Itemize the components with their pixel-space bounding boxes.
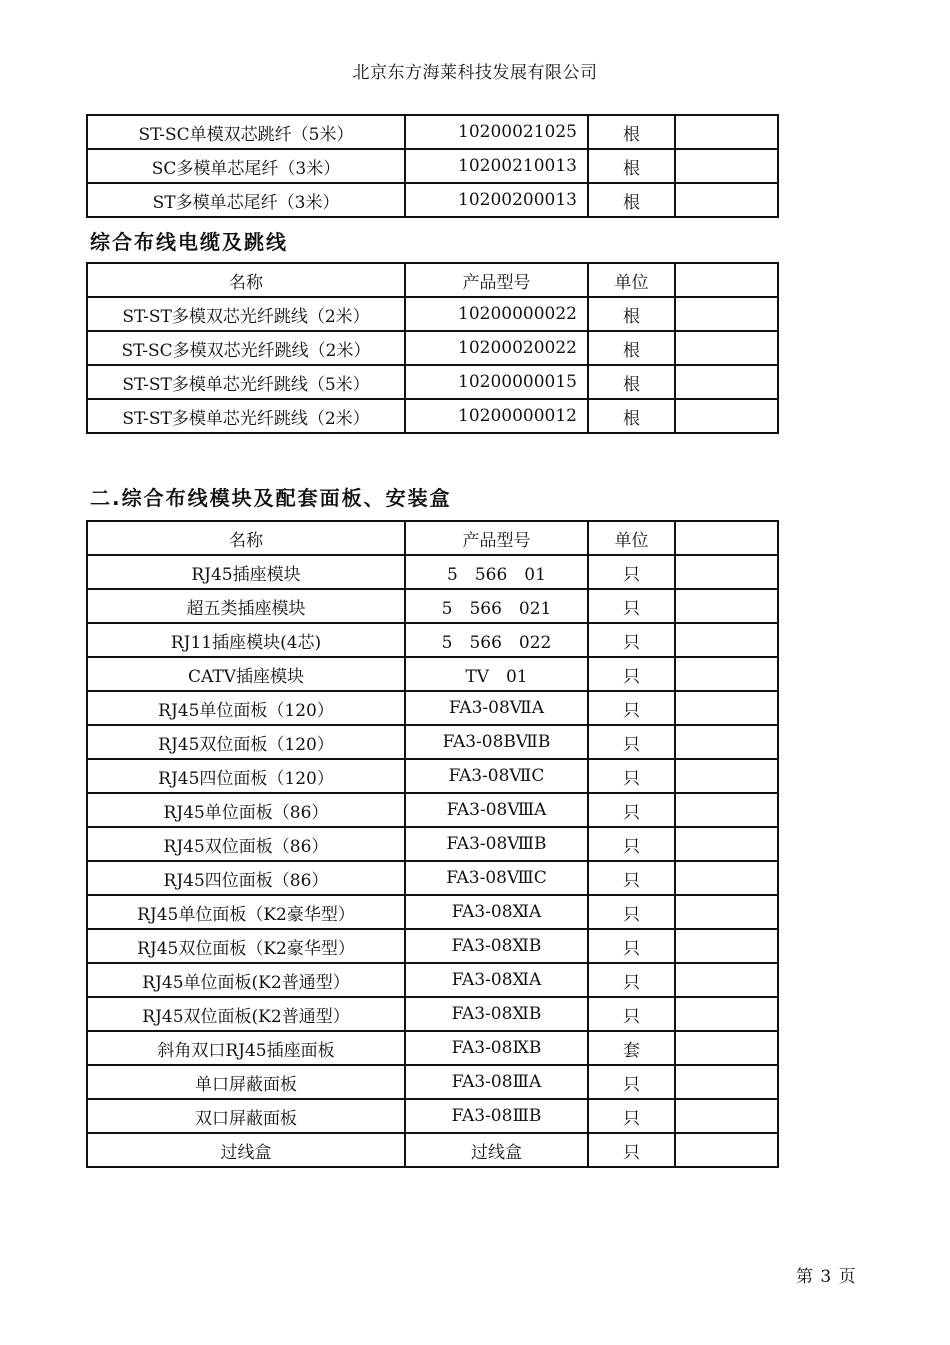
table-row xyxy=(87,555,778,589)
cell-code: FA3-08BⅦB xyxy=(405,725,588,759)
cell-extra xyxy=(675,297,778,331)
cell-name: RJ45插座模块 xyxy=(87,555,405,589)
cell-extra xyxy=(675,149,778,183)
cell-unit: 根 xyxy=(588,149,675,183)
cell-unit: 根 xyxy=(588,331,675,365)
table-row xyxy=(87,1099,778,1133)
cell-code: FA3-08ⅧA xyxy=(405,793,588,827)
cell-code: FA3-08ⅧB xyxy=(405,827,588,861)
cell-extra xyxy=(675,691,778,725)
cell-extra xyxy=(675,1031,778,1065)
cell-unit: 只 xyxy=(588,1099,675,1133)
cell-code: TV 01 xyxy=(405,657,588,691)
table-row xyxy=(87,929,778,963)
table-row xyxy=(87,399,778,433)
cell-unit: 只 xyxy=(588,691,675,725)
cell-extra xyxy=(675,399,778,433)
cell-name: ST-ST多模单芯光纤跳线（2米） xyxy=(87,399,405,433)
cell-code: FA3-08ⅦA xyxy=(405,691,588,725)
cell-unit: 只 xyxy=(588,657,675,691)
cell-unit: 根 xyxy=(588,365,675,399)
header-extra xyxy=(675,263,778,297)
cell-code: 10200021025 xyxy=(405,115,588,149)
cell-code: 5 566 022 xyxy=(405,623,588,657)
cell-extra xyxy=(675,793,778,827)
header-name: 名称 xyxy=(87,521,405,555)
cell-name: CATV插座模块 xyxy=(87,657,405,691)
cell-unit: 根 xyxy=(588,115,675,149)
cell-name: 单口屏蔽面板 xyxy=(87,1065,405,1099)
cell-extra xyxy=(675,929,778,963)
cell-name: 超五类插座模块 xyxy=(87,589,405,623)
table-row xyxy=(87,1065,778,1099)
cell-extra xyxy=(675,589,778,623)
cell-name: ST-ST多模双芯光纤跳线（2米） xyxy=(87,297,405,331)
cell-name: RJ45四位面板（86） xyxy=(87,861,405,895)
cell-name: 过线盒 xyxy=(87,1133,405,1167)
cell-code: FA3-08ⅦC xyxy=(405,759,588,793)
cell-name: ST-SC多模双芯光纤跳线（2米） xyxy=(87,331,405,365)
cell-name: ST多模单芯尾纤（3米） xyxy=(87,183,405,217)
cell-code: FA3-08ⅨB xyxy=(405,1031,588,1065)
cell-extra xyxy=(675,331,778,365)
cell-unit: 只 xyxy=(588,725,675,759)
cell-code: FA3-08ⅢA xyxy=(405,1065,588,1099)
cell-name: RJ45双位面板（86） xyxy=(87,827,405,861)
section1-table xyxy=(86,262,779,434)
cell-unit: 只 xyxy=(588,1133,675,1167)
cell-code: 过线盒 xyxy=(405,1133,588,1167)
cell-unit: 只 xyxy=(588,895,675,929)
cell-extra xyxy=(675,1133,778,1167)
table-row xyxy=(87,365,778,399)
table-row xyxy=(87,793,778,827)
table-row xyxy=(87,657,778,691)
table-row xyxy=(87,725,778,759)
cell-name: RJ45四位面板（120） xyxy=(87,759,405,793)
table-row xyxy=(87,115,778,149)
cell-extra xyxy=(675,827,778,861)
cell-name: ST-ST多模单芯光纤跳线（5米） xyxy=(87,365,405,399)
cell-unit: 只 xyxy=(588,555,675,589)
cell-code: FA3-08ⅪA xyxy=(405,895,588,929)
header-unit: 单位 xyxy=(588,263,675,297)
cell-code: 10200020022 xyxy=(405,331,588,365)
section1-title: 综合布线电缆及跳线 xyxy=(90,230,288,254)
table-row xyxy=(87,827,778,861)
cell-code: FA3-08ⅪB xyxy=(405,997,588,1031)
cell-name: SC多模单芯尾纤（3米） xyxy=(87,149,405,183)
cell-name: 双口屏蔽面板 xyxy=(87,1099,405,1133)
table-row xyxy=(87,963,778,997)
cell-name: ST-SC单模双芯跳纤（5米） xyxy=(87,115,405,149)
header-extra xyxy=(675,521,778,555)
cell-extra xyxy=(675,759,778,793)
cell-extra xyxy=(675,861,778,895)
cell-unit: 只 xyxy=(588,793,675,827)
cell-unit: 只 xyxy=(588,963,675,997)
cell-unit: 只 xyxy=(588,1065,675,1099)
page-number: 第 3 页 xyxy=(796,1267,857,1287)
cell-unit: 只 xyxy=(588,827,675,861)
cell-unit: 只 xyxy=(588,623,675,657)
cell-extra xyxy=(675,623,778,657)
cell-name: RJ45单位面板（K2豪华型） xyxy=(87,895,405,929)
header-code: 产品型号 xyxy=(405,263,588,297)
cell-unit: 只 xyxy=(588,589,675,623)
cell-extra xyxy=(675,365,778,399)
cell-code: 10200210013 xyxy=(405,149,588,183)
cell-name: RJ45单位面板（86） xyxy=(87,793,405,827)
cell-unit: 根 xyxy=(588,297,675,331)
table-row xyxy=(87,759,778,793)
header-unit: 单位 xyxy=(588,521,675,555)
table-header-row xyxy=(87,521,778,555)
table-row xyxy=(87,297,778,331)
cell-name: RJ45单位面板(K2普通型） xyxy=(87,963,405,997)
page-header-company: 北京东方海莱科技发展有限公司 xyxy=(352,63,598,83)
header-name: 名称 xyxy=(87,263,405,297)
cell-extra xyxy=(675,555,778,589)
table-row xyxy=(87,895,778,929)
cell-extra xyxy=(675,183,778,217)
cell-extra xyxy=(675,657,778,691)
cell-name: RJ45双位面板（120） xyxy=(87,725,405,759)
table-row xyxy=(87,149,778,183)
cell-name: 斜角双口RJ45插座面板 xyxy=(87,1031,405,1065)
cell-extra xyxy=(675,997,778,1031)
table-row xyxy=(87,691,778,725)
cell-unit: 只 xyxy=(588,929,675,963)
cell-code: 10200200013 xyxy=(405,183,588,217)
cell-code: 10200000012 xyxy=(405,399,588,433)
cell-extra xyxy=(675,895,778,929)
cell-extra xyxy=(675,115,778,149)
cell-unit: 套 xyxy=(588,1031,675,1065)
cell-code: 5 566 01 xyxy=(405,555,588,589)
header-code: 产品型号 xyxy=(405,521,588,555)
cell-extra xyxy=(675,725,778,759)
cell-code: FA3-08ⅢB xyxy=(405,1099,588,1133)
top-table xyxy=(86,114,779,218)
cell-name: RJ11插座模块(4芯) xyxy=(87,623,405,657)
section2-title: 二.综合布线模块及配套面板、安装盒 xyxy=(90,486,452,510)
cell-code: FA3-08ⅧC xyxy=(405,861,588,895)
cell-unit: 根 xyxy=(588,183,675,217)
table-header-row xyxy=(87,263,778,297)
cell-extra xyxy=(675,963,778,997)
cell-code: 10200000015 xyxy=(405,365,588,399)
cell-name: RJ45双位面板（K2豪华型） xyxy=(87,929,405,963)
cell-name: RJ45单位面板（120） xyxy=(87,691,405,725)
cell-unit: 根 xyxy=(588,399,675,433)
table-row xyxy=(87,589,778,623)
cell-code: FA3-08ⅪB xyxy=(405,929,588,963)
table-row xyxy=(87,183,778,217)
cell-code: 5 566 021 xyxy=(405,589,588,623)
cell-unit: 只 xyxy=(588,997,675,1031)
table-row xyxy=(87,1031,778,1065)
cell-extra xyxy=(675,1099,778,1133)
cell-extra xyxy=(675,1065,778,1099)
table-row xyxy=(87,623,778,657)
cell-name: RJ45双位面板(K2普通型） xyxy=(87,997,405,1031)
table-row xyxy=(87,997,778,1031)
cell-code: 10200000022 xyxy=(405,297,588,331)
table-row xyxy=(87,1133,778,1167)
cell-code: FA3-08ⅪA xyxy=(405,963,588,997)
cell-unit: 只 xyxy=(588,759,675,793)
table-row xyxy=(87,861,778,895)
cell-unit: 只 xyxy=(588,861,675,895)
section2-table xyxy=(86,520,779,1168)
table-row xyxy=(87,331,778,365)
